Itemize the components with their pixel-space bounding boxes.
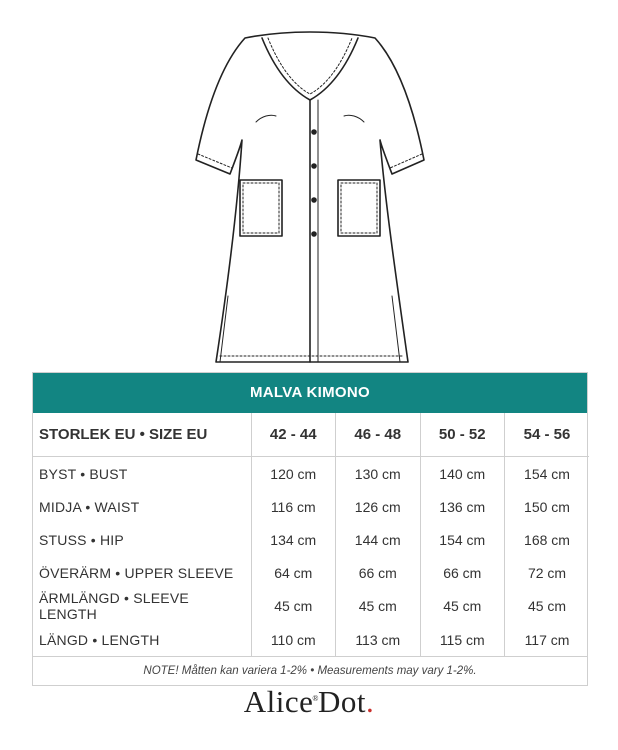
- product-title: MALVA KIMONO: [33, 373, 587, 413]
- measurement-cell: 113 cm: [336, 623, 421, 656]
- measurement-cell: 66 cm: [336, 556, 421, 589]
- measurement-cell: 45 cm: [420, 589, 505, 623]
- row-label: STUSS • HIP: [33, 523, 251, 556]
- measurement-cell: 64 cm: [251, 556, 336, 589]
- measurement-cell: 45 cm: [527, 598, 567, 614]
- measurement-cell: 117 cm: [524, 631, 570, 648]
- brand-name-part1: Alice: [243, 684, 314, 719]
- brand-logo: [0, 684, 618, 720]
- measurement-cell: 116 cm: [251, 490, 336, 523]
- table-row: [33, 623, 589, 656]
- size-header: 42 - 44: [251, 413, 336, 457]
- measurement-cell: 150 cm: [524, 498, 570, 515]
- header-row: [33, 413, 589, 457]
- size-header: 46 - 48: [336, 413, 421, 457]
- measurement-cell: 140 cm: [420, 457, 505, 491]
- registered-mark: ®: [312, 693, 319, 703]
- size-chart: [32, 372, 588, 686]
- table-row: [33, 457, 589, 491]
- row-label: MIDJA • WAIST: [33, 490, 251, 523]
- brand-name: [244, 684, 374, 719]
- size-header-label: STORLEK EU • SIZE EU: [33, 413, 251, 457]
- row-label: LÄNGD • LENGTH: [33, 623, 251, 656]
- size-header: 50 - 52: [420, 413, 505, 457]
- brand-name-part2: Dot: [317, 684, 366, 719]
- measurement-cell: 66 cm: [420, 556, 505, 589]
- measurement-cell: 110 cm: [251, 623, 336, 656]
- table-row: [33, 523, 589, 556]
- kimono-illustration: [180, 30, 440, 370]
- measurement-cell: 154 cm: [524, 465, 570, 482]
- row-label: ÄRMLÄNGD • SLEEVE LENGTH: [33, 589, 251, 623]
- table-row: [33, 556, 589, 589]
- table-row: [33, 589, 589, 623]
- measurement-cell: 136 cm: [420, 490, 505, 523]
- size-header: 54 - 56: [505, 413, 590, 457]
- row-label: ÖVERÄRM • UPPER SLEEVE: [33, 556, 251, 589]
- measurement-cell: 120 cm: [251, 457, 336, 491]
- measurement-cell: 45 cm: [336, 589, 421, 623]
- measurement-cell: 115 cm: [420, 623, 505, 656]
- measurement-cell: 130 cm: [336, 457, 421, 491]
- measurement-cell: 126 cm: [336, 490, 421, 523]
- measurement-note: NOTE! Måtten kan variera 1-2% • Measurements may vary 1-2%.: [33, 656, 587, 685]
- measurement-cell: 134 cm: [251, 523, 336, 556]
- table-row: [33, 490, 589, 523]
- measurement-cell: 154 cm: [420, 523, 505, 556]
- row-label: BYST • BUST: [33, 457, 251, 491]
- measurement-cell: 72 cm: [527, 564, 567, 581]
- brand-dot: .: [365, 684, 375, 719]
- measurement-cell: 45 cm: [251, 589, 336, 623]
- measurement-cell: 168 cm: [524, 531, 570, 548]
- measurement-cell: 144 cm: [336, 523, 421, 556]
- size-table: [33, 413, 589, 656]
